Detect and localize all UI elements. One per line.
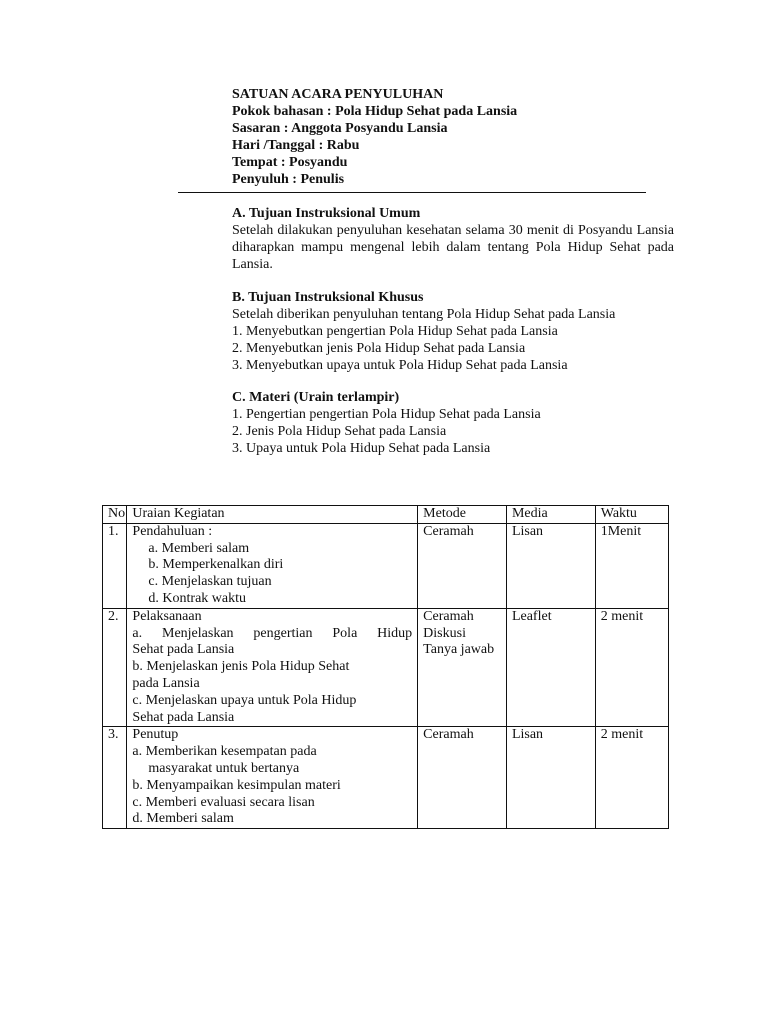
section-a-heading: A. Tujuan Instruksional Umum [232,206,421,221]
section-tujuan-khusus [232,289,674,374]
section-b-item: 3. Menyebutkan upaya untuk Pola Hidup Sehat pada Lansia [232,358,568,373]
row-item: b. Menyampaikan kesimpulan materi [132,777,341,793]
metode-line: Ceramah [423,608,474,624]
activities-table [102,505,669,829]
metode-line: Diskusi [423,625,466,641]
row-item-cont: Sehat pada Lansia [132,642,235,658]
header-uraian: Uraian Kegiatan [127,506,418,524]
row-item-cont: masyarakat untuk bertanya [148,760,300,776]
header-metode: Metode [418,506,507,524]
row-item: c. Menjelaskan tujuan [148,574,272,590]
row-title: Pelaksanaan [132,608,202,624]
row-item: a. Menjelaskan pengertian Pola Hidup [132,625,413,641]
cell-uraian [127,608,418,727]
metode-line: Tanya jawab [423,642,495,658]
cell-metode [418,523,507,608]
metode-line: Ceramah [423,727,474,743]
cell-uraian [127,727,418,829]
row-item: d. Kontrak waktu [148,590,246,606]
penyuluh: Penyuluh : Penulis [232,172,345,187]
cell-waktu: 2 menit [595,727,668,829]
cell-waktu: 1Menit [595,523,668,608]
header-media: Media [506,506,595,524]
row-item: a. Memberi salam [148,540,250,556]
row-item-cont: Sehat pada Lansia [132,709,235,725]
section-b-heading: B. Tujuan Instruksional Khusus [232,290,424,305]
header-no: No [103,506,127,524]
section-c-item: 1. Pengertian pengertian Pola Hidup Sehat pada Lansia [232,407,541,422]
section-materi [232,389,674,457]
cell-waktu: 2 menit [595,608,668,727]
cell-metode [418,727,507,829]
header-waktu: Waktu [595,506,668,524]
table-row [103,608,669,727]
table-row [103,727,669,829]
document-title: SATUAN ACARA PENYULUHAN [232,87,444,102]
section-c-item: 2. Jenis Pola Hidup Sehat pada Lansia [232,424,447,439]
section-c-heading: C. Materi (Urain terlampir) [232,390,400,405]
cell-media: Lisan [506,523,595,608]
section-b-intro: Setelah diberikan penyuluhan tentang Pola Hidup Sehat pada Lansia [232,307,616,322]
row-item: b. Menjelaskan jenis Pola Hidup Sehat [132,659,350,675]
table-header-row [103,506,669,524]
cell-media: Lisan [506,727,595,829]
section-b-item: 1. Menyebutkan pengertian Pola Hidup Sehat pada Lansia [232,324,558,339]
header-divider [178,192,646,193]
row-item: c. Menjelaskan upaya untuk Pola Hidup [132,692,357,708]
cell-no: 1. [103,523,127,608]
row-title: Pendahuluan : [132,523,213,539]
cell-uraian [127,523,418,608]
cell-no: 3. [103,727,127,829]
hari-tanggal: Hari /Tanggal : Rabu [232,138,360,153]
section-a-text: Setelah dilakukan penyuluhan kesehatan selama 30 menit di Posyandu Lansia diharapkan mampu mengenal lebih dalam tentang Pola Hidup Sehat pada Lansia. [232,223,674,272]
cell-metode [418,608,507,727]
table-row [103,523,669,608]
row-title: Penutup [132,727,179,743]
cell-no: 2. [103,608,127,727]
sasaran: Sasaran : Anggota Posyandu Lansia [232,121,448,136]
tempat: Tempat : Posyandu [232,155,348,170]
document-header [232,86,672,188]
row-item: c. Memberi evaluasi secara lisan [132,794,315,810]
cell-media: Leaflet [506,608,595,727]
row-item: d. Memberi salam [132,811,234,827]
row-item-cont: pada Lansia [132,675,200,691]
row-item: a. Memberikan kesempatan pada [132,744,317,760]
pokok-bahasan: Pokok bahasan : Pola Hidup Sehat pada Lansia [232,104,518,119]
section-c-item: 3. Upaya untuk Pola Hidup Sehat pada Lansia [232,441,491,456]
section-tujuan-umum [232,205,674,273]
section-b-item: 2. Menyebutkan jenis Pola Hidup Sehat pada Lansia [232,341,526,356]
metode-line: Ceramah [423,523,474,539]
row-item: b. Memperkenalkan diri [148,557,284,573]
